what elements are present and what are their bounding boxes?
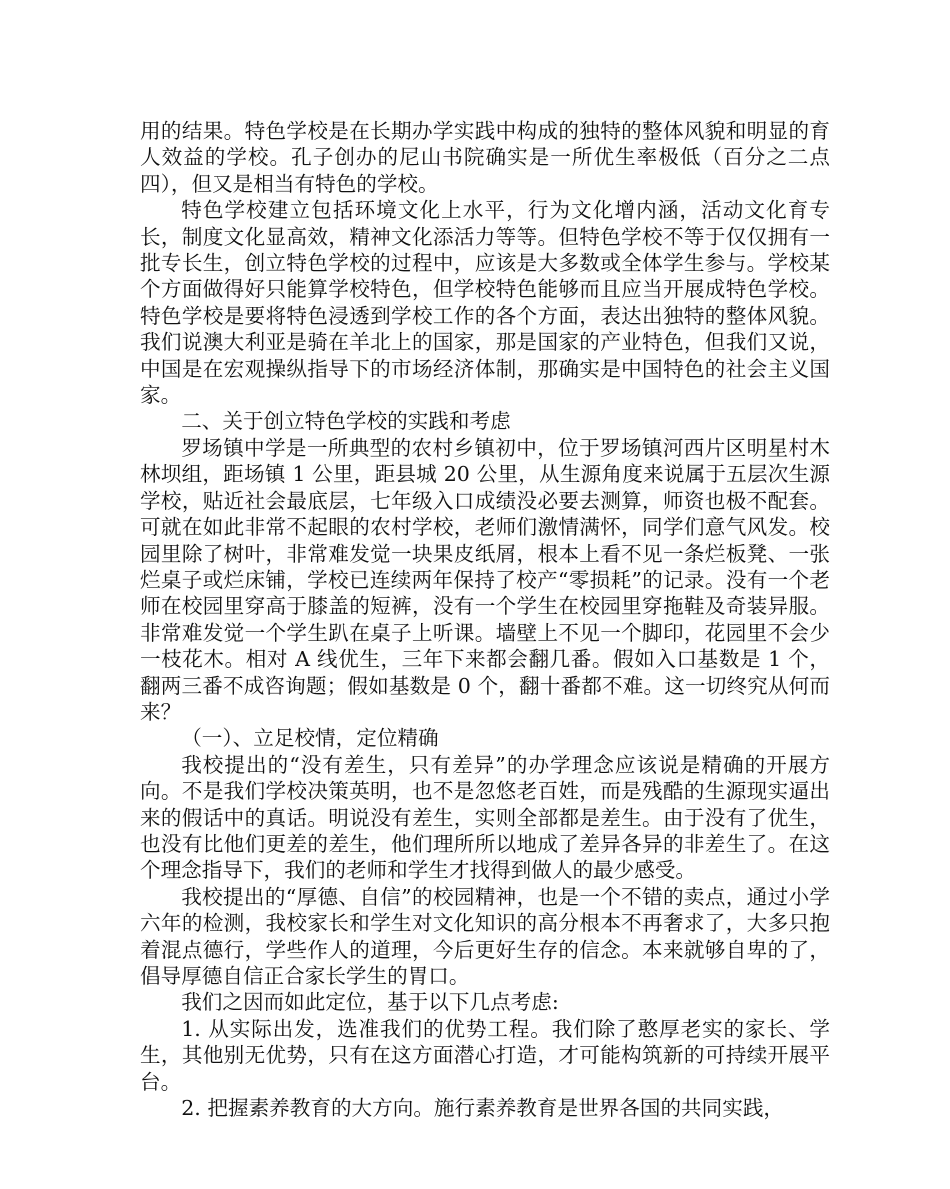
list-item-2: 2. 把握素养教育的大方向。施行素养教育是世界各国的共同实践，	[181, 1096, 785, 1121]
paragraph-4: 罗场镇中学是一所典型的农村乡镇初中，位于罗场镇河西片区明星村木林坝组，距场镇 1 公里，距县城 20 公里，从生源角度来说属于五层次生源学校，贴近社会最底层，七年级入口成绩没必要去测算，师资也极不配套。可就在如此非常不起眼的农村学校，老师们激情满怀，同学们意气风发。校园里除了树叶，非常难发觉一块果皮纸屑，根本上看不见一条烂板凳、一张烂桌子或烂床铺，学校已连续两年保持了校产“零损耗”的记录。没有一个老师在校园里穿高于膝盖的短裤，没有一个学生在校园里穿拖鞋及奇装异服。非常难发觉一个学生趴在桌子上听课。墙壁上不见一个脚印，花园里不会少一枝花木。相对 A 线优生，三年下来都会翻几番。假如入口基数是 1 个，翻两三番不成咨询题；假如基数是 0 个，翻十番都不难。这一切终究从何而来？	[140, 435, 830, 724]
paragraph-7: 我校提出的“厚德、自信”的校园精神，也是一个不错的卖点，通过小学六年的检测，我校家长和学生对文化知识的高分根本不再奢求了，大多只抱着混点德行，学些作人的道理，今后更好生存的信念。本来就够自卑的了，倡导厚德自信正合家长学生的胃口。	[140, 884, 830, 988]
paragraph-6: 我校提出的“没有差生，只有差异”的办学理念应该说是精确的开展方向。不是我们学校决策英明，也不是忽悠老百姓，而是残酷的生源现实逼出来的假话中的真话。明说没有差生，实则全部都是差生。由于没有了优生，也没有比他们更差的差生，他们理所所以地成了差异各异的非差生了。在这个理念指导下，我们的老师和学生才找得到做人的最少感受。	[140, 752, 830, 883]
paragraph-8: 我们之因而如此定位，基于以下几点考虑:	[181, 990, 559, 1015]
document-body	[140, 118, 830, 1121]
list-item-1: 1. 从实际出发，选准我们的优势工程。我们除了憨厚老实的家长、学生，其他别无优势，只有在这方面潜心打造，才可能构筑新的可持续开展平台。	[140, 1016, 830, 1094]
section-heading-2: 二、关于创立特色学校的实践和考虑	[181, 409, 511, 434]
paragraph-1: 用的结果。特色学校是在长期办学实践中构成的独特的整体风貌和明显的育人效益的学校。孔子创办的尼山书院确实是一所优生率极低（百分之二点四），但又是相当有特色的学校。	[140, 119, 830, 196]
paragraph-2: 特色学校建立包括环境文化上水平，行为文化增内涵，活动文化育专长，制度文化显高效，精神文化添活力等等。但特色学校不等于仅仅拥有一批专长生，创立特色学校的过程中，应该是大多数或全体学生参与。学校某个方面做得好只能算学校特色，但学校特色能够而且应当开展成特色学校。特色学校是要将特色浸透到学校工作的各个方面，表达出独特的整体风貌。我们说澳大利亚是骑在羊北上的国家，那是国家的产业特色，但我们又说，中国是在宏观操纵指导下的市场经济体制，那确实是中国特色的社会主义国家。	[140, 198, 830, 408]
subsection-heading-1: （一）、立足校情，定位精确	[181, 726, 439, 751]
